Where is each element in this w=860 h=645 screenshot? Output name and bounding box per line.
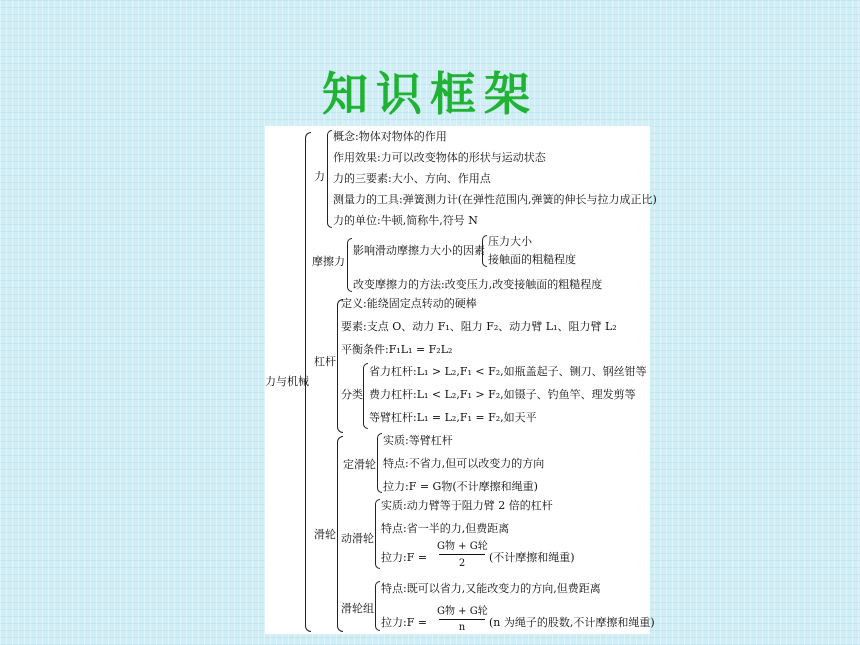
root-label: 力与机械: [265, 375, 309, 388]
friction-methods: 改变摩擦力的方法:改变压力,改变接触面的粗糙程度: [353, 278, 603, 291]
friction-factor: 接触面的粗糙程度: [488, 253, 576, 266]
force-item: 作用效果:力可以改变物体的形状与运动状态: [333, 151, 546, 164]
movable-force-suffix: (不计摩擦和绳重): [489, 551, 575, 564]
friction-factor: 压力大小: [488, 235, 532, 248]
movable-pulley-item: 实质:动力臂等于阻力臂 2 倍的杠杆: [381, 499, 553, 512]
fixed-pulley-item: 实质:等臂杠杆: [383, 434, 453, 447]
page-title: 知识框架: [322, 67, 538, 121]
factors-brace: [482, 235, 487, 267]
pulley-label: 滑轮: [314, 528, 336, 541]
movable-pulley-item: 特点:省一半的力,但费距离: [381, 522, 510, 535]
root-brace: [305, 132, 311, 632]
lever-item: 平衡条件:F₁L₁ = F₂L₂: [341, 343, 453, 356]
force-item: 力的单位:牛顿,简称牛,符号 N: [333, 214, 478, 227]
lever-class-label: 分类: [341, 388, 363, 401]
friction-factors-label: 影响滑动摩擦力大小的因素: [353, 244, 485, 257]
lever-class-item: 费力杠杆:L₁ < L₂,F₁ > F₂,如镊子、钓鱼竿、理发剪等: [369, 388, 636, 401]
pulley-block-brace: [375, 581, 380, 631]
force-item: 测量力的工具:弹簧测力计(在弹性范围内,弹簧的伸长与拉力成正比): [333, 193, 657, 206]
fixed-pulley-brace: [377, 433, 382, 493]
movable-force-denominator: 2: [458, 558, 466, 569]
fixed-pulley-item: 拉力:F = G物(不计摩擦和绳重): [383, 480, 538, 493]
block-force-suffix: (n 为绳子的股数,不计摩擦和绳重): [489, 616, 655, 629]
force-label: 力: [314, 170, 325, 183]
pulley-block-label: 滑轮组: [341, 602, 374, 615]
knowledge-tree: [265, 126, 657, 634]
block-force-denominator: n: [458, 622, 466, 633]
force-item: 概念:物体对物体的作用: [333, 130, 447, 143]
fixed-pulley-item: 特点:不省力,但可以改变力的方向: [383, 457, 545, 470]
movable-force-prefix: 拉力:F =: [381, 551, 428, 564]
lever-class-brace: [363, 363, 368, 429]
fixed-pulley-label: 定滑轮: [343, 458, 376, 471]
block-force-numerator: G物 + G轮: [437, 606, 488, 617]
lever-item: 定义:能绕固定点转动的硬棒: [341, 297, 477, 310]
friction-label: 摩擦力: [312, 255, 345, 268]
block-force-prefix: 拉力:F =: [381, 616, 428, 629]
movable-pulley-label: 动滑轮: [341, 532, 374, 545]
force-item: 力的三要素:大小、方向、作用点: [333, 172, 491, 185]
movable-fraction-bar: [439, 554, 485, 555]
movable-force-numerator: G物 + G轮: [437, 541, 488, 552]
pulley-block-feature: 特点:既可以省力,又能改变力的方向,但费距离: [381, 582, 601, 595]
force-brace: [327, 130, 332, 228]
friction-brace: [347, 238, 352, 292]
lever-class-item: 等臂杠杆:L₁ = L₂,F₁ = F₂,如天平: [369, 411, 537, 424]
movable-pulley-brace: [375, 499, 380, 569]
lever-class-item: 省力杠杆:L₁ > L₂,F₁ < F₂,如瓶盖起子、铡刀、钢丝钳等: [369, 365, 647, 378]
lever-item: 要素:支点 O、动力 F₁、阻力 F₂、动力臂 L₁、阻力臂 L₂: [341, 320, 617, 333]
lever-label: 杠杆: [314, 355, 336, 368]
block-fraction-bar: [439, 619, 485, 620]
